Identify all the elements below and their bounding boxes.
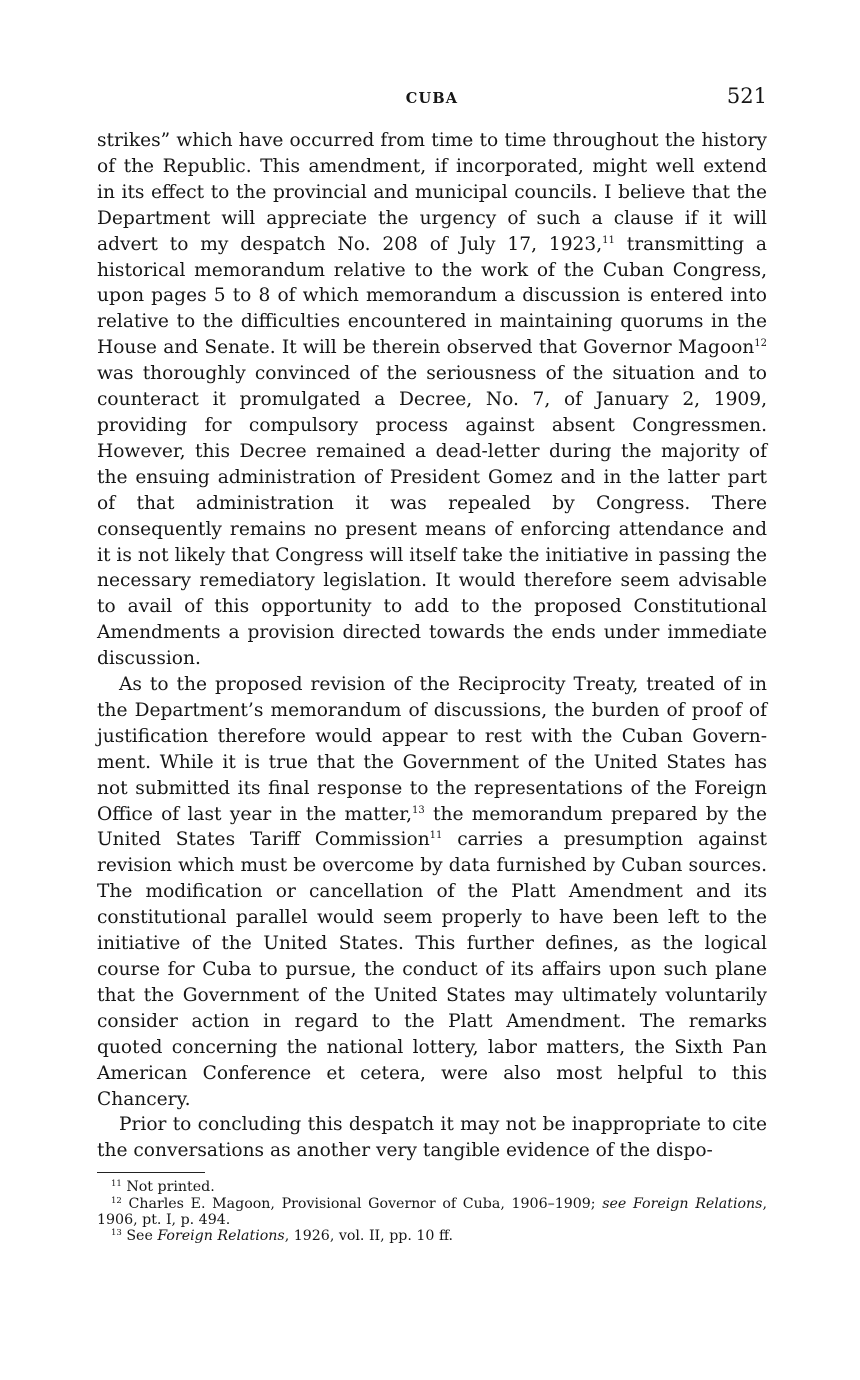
- body-text: [97, 128, 767, 1164]
- footnote-mark: 12: [111, 1195, 122, 1206]
- footnote-ref-11-repeat: 11: [429, 830, 443, 842]
- paragraph-3-text: Prior to concluding this despatch it may not be inappropriate to cite the conversations as another very tangible evidence of the dispo-: [97, 1114, 767, 1162]
- paragraph-2-text-a: As to the proposed revision of the Reciprocity Treaty, treated of in the Department’s memorandum of discussions, the burden of proof of justification therefore would appear to rest with the Cuban Government. While it is true that the Government of the United States has not submitted its final response to the representations of the Foreign Office of last year in the matter,: [97, 674, 767, 825]
- page-number: 521: [726, 84, 767, 108]
- paragraph-1-text-a: strikes” which have occurred from time to time throughout the history of the Republic. This amendment, if incorporated, might well extend in its effect to the provincial and municipal councils. I believe that the Department will appreciate the urgency of such a clause if it will advert to my despatch No. 208 of July 17, 1923,: [97, 130, 767, 255]
- paragraph-3: [97, 1112, 767, 1164]
- footnote-text: , 1906, pt.: [97, 1195, 767, 1228]
- footnote-citation: Foreign Relations: [157, 1228, 285, 1245]
- footnote-text: See: [121, 1228, 158, 1245]
- footnote-ref-12: 12: [754, 338, 767, 350]
- paragraph-1-text-b: transmitting a historical memorandum relative to the work of the Cuban Congress, upon pages 5 to 8 of which memorandum a discussion is entered into relative to the difficulties encountered in maintaining quorums in the House and Senate. It will be therein observed that Governor Magoon: [97, 233, 768, 359]
- footnote-mark: 13: [111, 1228, 122, 1239]
- footnote-roman-numeral: I: [165, 1211, 172, 1228]
- footnote-11: [97, 1179, 767, 1195]
- footnote-text: , pp. 10 ff.: [380, 1228, 454, 1245]
- footnote-text: Not printed.: [121, 1179, 215, 1196]
- paragraph-2-text-b: the memorandum prepared by the United States Tariff Commission: [97, 803, 767, 851]
- paragraph-1: [97, 128, 767, 672]
- footnote-roman-numeral: II: [368, 1228, 381, 1245]
- footnote-13: [97, 1228, 767, 1244]
- footnotes: [97, 1179, 767, 1244]
- footnote-citation: see Foreign Relations: [602, 1195, 763, 1212]
- running-head-title: CUBA: [405, 90, 459, 107]
- footnote-text: , 1926, vol.: [284, 1228, 369, 1245]
- paragraph-2: [97, 672, 767, 1112]
- footnote-12: [97, 1196, 767, 1229]
- document-page: [97, 84, 767, 1244]
- footnote-text: , p. 494.: [171, 1211, 231, 1228]
- paragraph-2-text-c: carries a presumption against revision which must be overcome by data furnished by Cuban sources. The modification or cancellation of the Platt Amendment and its constitutional parallel would seem properly to have been left to the initiative of the United States. This further defines, as the logical course for Cuba to pursue, the conduct of its affairs upon such plane that the Government of the United States may ultimately voluntarily consider action in regard to the Platt Amendment. The remarks quoted concerning the national lottery, labor matters, the Sixth Pan American Conference et cetera, were also most helpful to this Chancery.: [97, 829, 767, 1110]
- footnote-text: Charles E. Magoon, Provisional Governor of Cuba, 1906–1909;: [121, 1195, 603, 1212]
- paragraph-1-text-c: was thoroughly convinced of the seriousness of the situation and to counteract it promulgated a Decree, No. 7, of January 2, 1909, providing for compulsory process against absent Congressmen. However, this Decree remained a dead-letter during the majority of the ensuing administration of President Gomez and in the latter part of that administration it was repealed by Congress. There consequently remains no present means of enforcing attendance and it is not likely that Congress will itself take the initiative in passing the necessary remediatory legislation. It would therefore seem advisable to avail of this opportunity to add to the proposed Constitutional Amendments a provision directed towards the ends under immediate discussion.: [97, 363, 767, 670]
- footnote-divider: [97, 1172, 205, 1173]
- footnote-mark: 11: [111, 1179, 122, 1190]
- footnote-ref-13: 13: [411, 804, 425, 816]
- running-head: [97, 84, 767, 114]
- footnote-ref-11: 11: [602, 234, 615, 246]
